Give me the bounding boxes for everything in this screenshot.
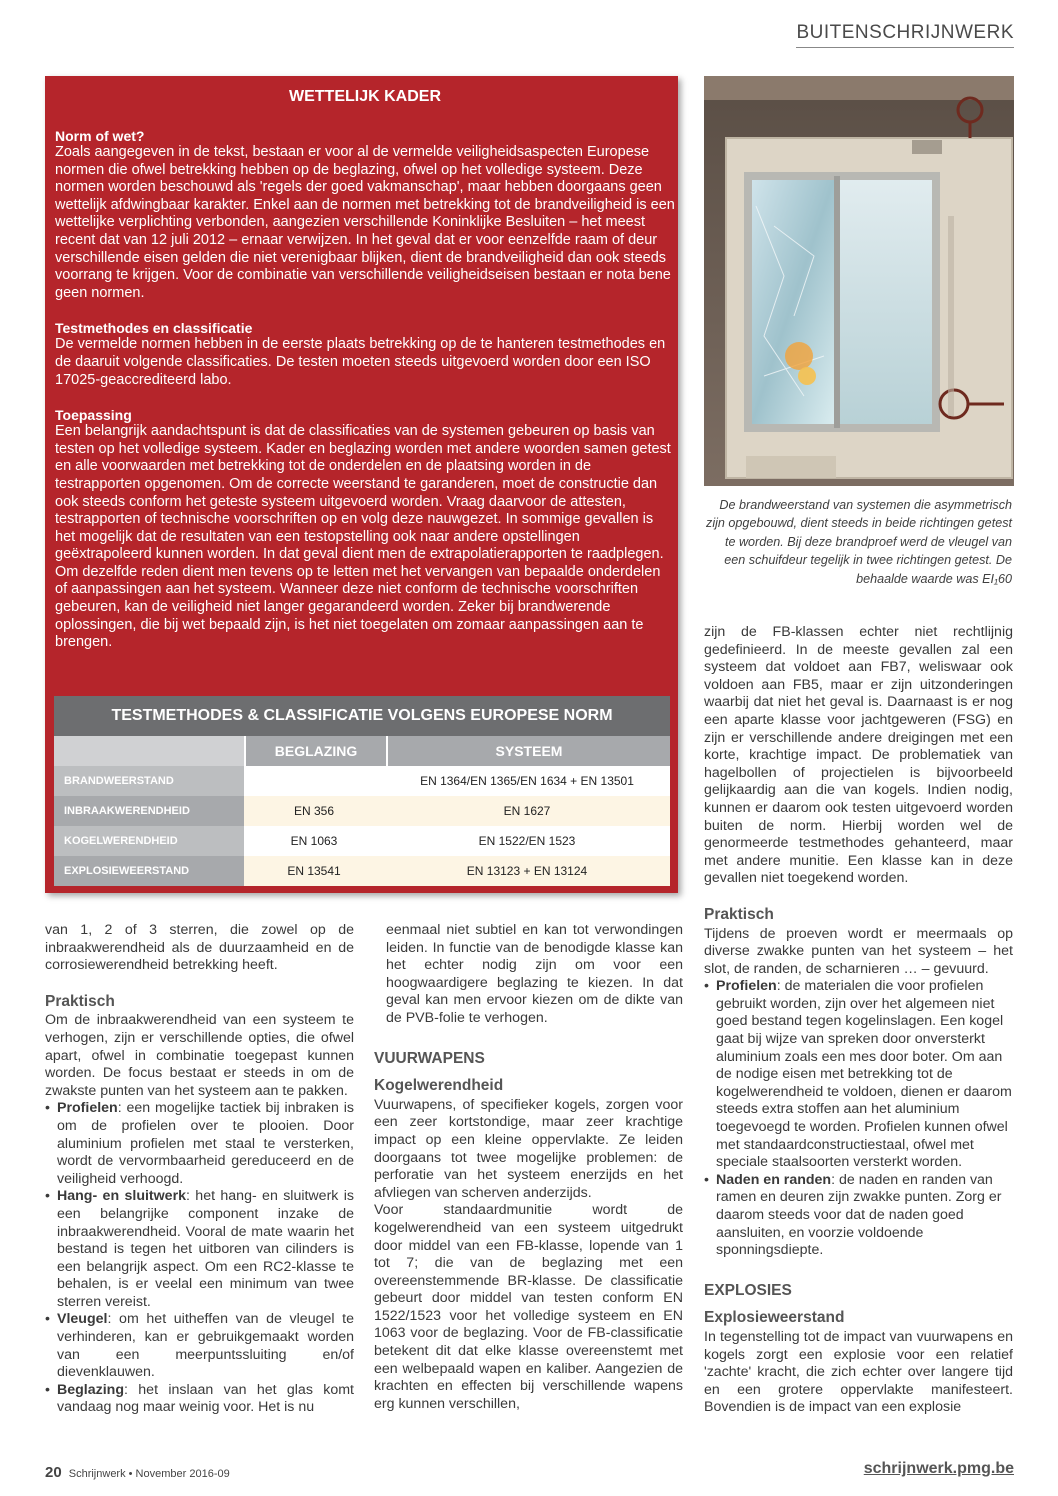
box-paragraph-tests: De vermelde normen hebben in de eerste plaats betrekking op de te hanteren testmethodes en de daaruit volgende classificaties. De testen moeten steeds uitgevoerd worden door een ISO 17025-geaccrediteerd labo. (55, 336, 666, 388)
fire-test-illustration (704, 76, 1014, 486)
norms-table (54, 696, 670, 879)
col1-intro: van 1, 2 of 3 sterren, die zowel op de inbraakwerendheid als de duurzaamheid en de corrosiewerendheid betrekking heeft. (45, 922, 354, 974)
column-1 (45, 922, 354, 1417)
legal-framework-box (45, 76, 678, 893)
list-item: • Profielen: de materialen die voor profielen gebruikt worden, zijn over het algemeen niet goed bestand tegen kogelinslagen. Een kogel gaat bij wijze van spreken door onversterkt aluminium zoals een mes door boter. Om aan de nodige eisen met betrekking tot de kogelwerendheid te voldoen, dienen er daarom steeds extra stoffen aan het aluminium toegevoegd te worden. Profielen kunnen ofwel met standaardconstructiestaal, ofwel met speciale staalsoorten versterkt worden. (704, 978, 1012, 1171)
website-link[interactable]: schrijnwerk.pmg.be (863, 1460, 1014, 1477)
table-header-glazing: BEGLAZING (246, 736, 386, 766)
system-cell: EN 1522/EN 1523 (384, 826, 670, 856)
page-number: 20 (45, 1464, 62, 1481)
col2-paragraph-1: Vuurwapens, of specifieker kogels, zorgen voor een zeer kortstondige, maar zeer krachtige impact op een kleine oppervlakte. Ze leiden doorgaans tot twee mogelijke problemen: de perforatie van het systeem enerzijds en het afvliegen van scherven anderzijds. (374, 1096, 683, 1201)
box-heading-application: Toepassing (55, 407, 132, 424)
col3-continuation: zijn de FB-klassen echter niet rechtlijnig gedefinieerd. In de meeste gevallen zal een systeem dat voldoet aan FB7, weliswaar ook voldoen aan FB5, maar er zijn uitzonderingen waarbij dat niet het geval is. Daarnaast is er nog een aparte klasse voor jachtgeweren (FSG) en zijn er verschillende andere dreigingen met een korte, krachtige impact. De problematiek van hagelbollen of projectielen is bijvoorbeeld gelijkaardig aan die van kogels. Indien nodig, kunnen er daarom ook testen uitgevoerd worden buiten de norm. Hierbij worden wel de genormeerde testmethodes gehanteerd, maar met andere munitie. Een klasse kan in deze gevallen niet toegekend worden. (704, 624, 1013, 887)
bullet-text: : het inslaan van het glas komt vandaag nog maar weinig voor. Het is nu (57, 1381, 354, 1416)
col3-paragraph-explosion: In tegenstelling tot de impact van vuurwapens en kogels zorgt een explosie voor een relatief 'zachte' kracht, die zich echter over langere tijd en een grotere oppervlakte manifesteert. Bovendien is de impact van een explosie (704, 1328, 1013, 1416)
list-item: • Naden en randen: de naden en randen van ramen en deuren zijn zwakke punten. Zorg er daarom steeds voor dat de naden goed aansluiten, en voorzie voldoende sponningsdiepte. (704, 1171, 1002, 1259)
glazing-cell: EN 13541 (244, 856, 384, 886)
box-heading-norm: Norm of wet? (55, 128, 145, 144)
table-row (54, 826, 670, 856)
bullet-text: : de naden en randen van ramen en deuren zijn zwakke punten. Zorg er daarom steeds voor dat de naden goed aansluiten, en voorzie voldoende sponningsdiepte. (716, 1171, 1002, 1259)
col1-heading: Praktisch (45, 992, 115, 1010)
photo-caption: De brandweerstand van systemen die asymmetrisch zijn opgebouwd, dient steeds in beide richtingen getest te worden. Bij deze brandproef werd de vleugel van een schuifdeur tegelijk in twee richtingen getest. De behaalde waarde was EI₁60 (706, 498, 1012, 586)
column-2 (374, 922, 683, 1413)
box-title: WETTELIJK KADER (289, 88, 441, 105)
table-header-row (54, 736, 670, 766)
system-cell: EN 1627 (384, 796, 670, 826)
box-heading-tests: Testmethodes en classificatie (55, 320, 253, 337)
bullet-text: : de materialen die voor profielen gebruikt worden, zijn over het algemeen niet goed bestand tegen kogelinslagen. Een kogel gaat bij wijze van spreken door onversterkt aluminium zoals een mes door boter. Om aan de nodige eisen met betrekking tot de kogelwerendheid te voldoen, dienen er daarom steeds extra stoffen aan het aluminium toegevoegd te worden. Profielen kunnen ofwel met standaardconstructiestaal, ofwel met speciale staalsoorten versterkt worden. (716, 978, 1012, 1171)
col2-subheading: Kogelwerendheid (374, 1077, 504, 1095)
box-paragraph-adjustments: Om dezelfde reden dient men tevens op te letten met het vervangen van bepaalde onderdelen of aanpassingen aan het systeem. Wanneer deze niet conform de technische voorschriften gebeuren, kan de veiligheid niet langer gegarandeerd worden. Zeker bij brandwerende oplossingen, die bij wet bepaald zijn, is het niet toegelaten om zomaar aanpassingen aan te brengen. (55, 563, 661, 651)
col3-section-title: EXPLOSIES (704, 1281, 792, 1299)
bullet-label: Hang- en sluitwerk (57, 1188, 186, 1205)
section-label: BUITENSCHRIJNWERK (796, 22, 1014, 48)
list-item: • Beglazing: het inslaan van het glas komt vandaag nog maar weinig voor. Het is nu (45, 1381, 354, 1416)
col3-subheading: Explosieweerstand (704, 1309, 845, 1327)
row-label: INBRAAKWERENDHEID (54, 796, 244, 826)
column-3 (704, 624, 1013, 1417)
col3-paragraph: Tijdens de proeven wordt er meermaals op diverse zwakke punten van het systeem – het slot, de randen, de scharnieren … – gevuurd. (704, 925, 1013, 977)
col1-paragraph: Om de inbraakwerendheid van een systeem te verhogen, zijn er verschillende opties, die ofwel apart, ofwel in combinatie toegepast kunnen worden. De focus bestaat er steeds in om de zwakste punten van het systeem aan te pakken. (45, 1012, 354, 1099)
row-label: EXPLOSIEWEERSTAND (54, 856, 244, 886)
list-item: • Vleugel: om het uitheffen van de vleugel te verhinderen, kan er gebruikgemaakt worden van een meerpuntssluiting en/of dievenklauwen. (45, 1311, 354, 1381)
bullet-text: : een mogelijke tactiek bij inbraken is om de profielen over te plooien. Door aluminium profielen met staal te versterken, wordt de vervormbaarheid gereduceerd en de veiligheid verhoogd. (57, 1100, 354, 1187)
bullet-label: Profielen (716, 978, 777, 995)
box-paragraph-norm: Zoals aangegeven in de tekst, bestaan er voor al de vermelde veiligheidsaspecten Europese normen die ofwel betrekking hebben op de beglazing, ofwel op het volledige systeem. Deze normen worden beschouwd als 'regels der goed vakmanschap', maar hebben doorgaans geen wettelijk afdwingbaar karakter. Enkel aan de normen met betrekking tot de brandveiligheid is een wettelijke verplichting verbonden, aangezien verschillende Koninklijke Besluiten – het meest recent dat van 12 juli 2012 – ernaar verwijzen. In het geval dat er voor eenzelfde raam of deur verschillende eisen gelden die niet verenigbaar blijken, dient de brandveiligheid dan ook steeds voorrang te krijgen. Voor de combinatie van verschillende veiligheidseisen bestaan er nota bene geen normen. (55, 144, 675, 301)
col2-section-title: VUURWAPENS (374, 1049, 485, 1067)
system-cell: EN 13123 + EN 13124 (384, 856, 670, 886)
glazing-cell: EN 1063 (244, 826, 384, 856)
bullet-text: : het hang- en sluitwerk is een belangrijke component inzake de inbraakwerendheid. Vooral de mate waarin het bestand is tegen het uitboren van cilinders is een belangrijk aspect. Om een RC2-klasse te behalen, is er veelal een minimum van twee sterren vereist. (57, 1188, 355, 1310)
bullet-label: Vleugel (57, 1311, 108, 1328)
table-header-empty (54, 736, 244, 766)
glazing-cell (244, 766, 384, 796)
col2-continuation: eenmaal niet subtiel en kan tot verwondingen leiden. In functie van de benodigde klasse kan het echter nodig zijn om voor een hoogwaardigere beglazing te kiezen. In dat geval kan men ervoor kiezen om de dikte van de PVB-folie te verhogen. (386, 922, 683, 1026)
table-row (54, 766, 670, 796)
bullet-label: Beglazing (57, 1381, 125, 1398)
table-row (54, 856, 670, 886)
system-cell: EN 1364/EN 1365/EN 1634 + EN 13501 (384, 766, 670, 796)
box-paragraph-application: Een belangrijk aandachtspunt is dat de classificaties van de systemen gebeuren op basis van testen op het volledige systeem. Kader en beglazing worden met andere woorden samen getest en alle voorwaarden met betrekking tot de onderdelen en de plaatsing worden in de testrapporten opgenomen. Om de correcte weerstand te garanderen, moet de constructie dan ook steeds conform het geteste systeem uitgevoerd worden. Vraag daarvoor de attesten, testrapporten of technische voorschriften op en volg deze nauwgezet. In sommige gevallen is het mogelijk dat de resultaten van een testopstelling ook naar andere opstellingen geëxtrapoleerd kunnen worden. In dat geval dient men de extrapolatierapporten te raadplegen. (55, 423, 671, 563)
row-label: BRANDWEERSTAND (54, 766, 244, 796)
bullet-label: Profielen (57, 1100, 118, 1117)
table-title: TESTMETHODES & CLASSIFICATIE VOLGENS EUROPESE NORM (54, 696, 670, 736)
row-label: KOGELWERENDHEID (54, 826, 244, 856)
col3-heading: Praktisch (704, 905, 774, 923)
magazine-issue: Schrijnwerk • November 2016-09 (68, 1468, 230, 1480)
footer-left (45, 1464, 230, 1481)
col2-paragraph-2: Voor standaardmunitie wordt de kogelwerendheid van een systeem uitgedrukt door middel van een FB-klasse, lopende van 1 tot 7; die van de beglazing met een overeenstemmende BR-klasse. De classificatie gebeurt door middel van testen conform EN 1522/1523 voor het volledige systeem en EN 1063 voor de beglazing. Voor de FB-classificatie betekent dit dat elke klasse overeenstemt met een welbepaald wapen en kaliber. Aangezien de krachten en effecten bij verschillende wapens erg kunnen verschillen, (374, 1202, 683, 1412)
table-header-system: SYSTEEM (388, 736, 670, 766)
list-item: • Profielen: een mogelijke tactiek bij inbraken is om de profielen over te plooien. Door aluminium profielen met staal te versterken, wordt de vervormbaarheid gereduceerd en de veiligheid verhoogd. (45, 1100, 354, 1187)
table-row (54, 796, 670, 826)
bullet-text: : om het uitheffen van de vleugel te verhinderen, kan er gebruikgemaakt worden van een meerpuntssluiting en/of dievenklauwen. (57, 1311, 354, 1381)
fire-test-photo (704, 76, 1014, 486)
list-item: • Hang- en sluitwerk: het hang- en sluitwerk is een belangrijke component inzake de inbraakwerendheid. Vooral de mate waarin het bestand is tegen het uitboren van cilinders is een belangrijk aspect. Om een RC2-klasse te behalen, is er veelal een minimum van twee sterren vereist. (45, 1188, 355, 1310)
bullet-label: Naden en randen (716, 1171, 832, 1188)
glazing-cell: EN 356 (244, 796, 384, 826)
